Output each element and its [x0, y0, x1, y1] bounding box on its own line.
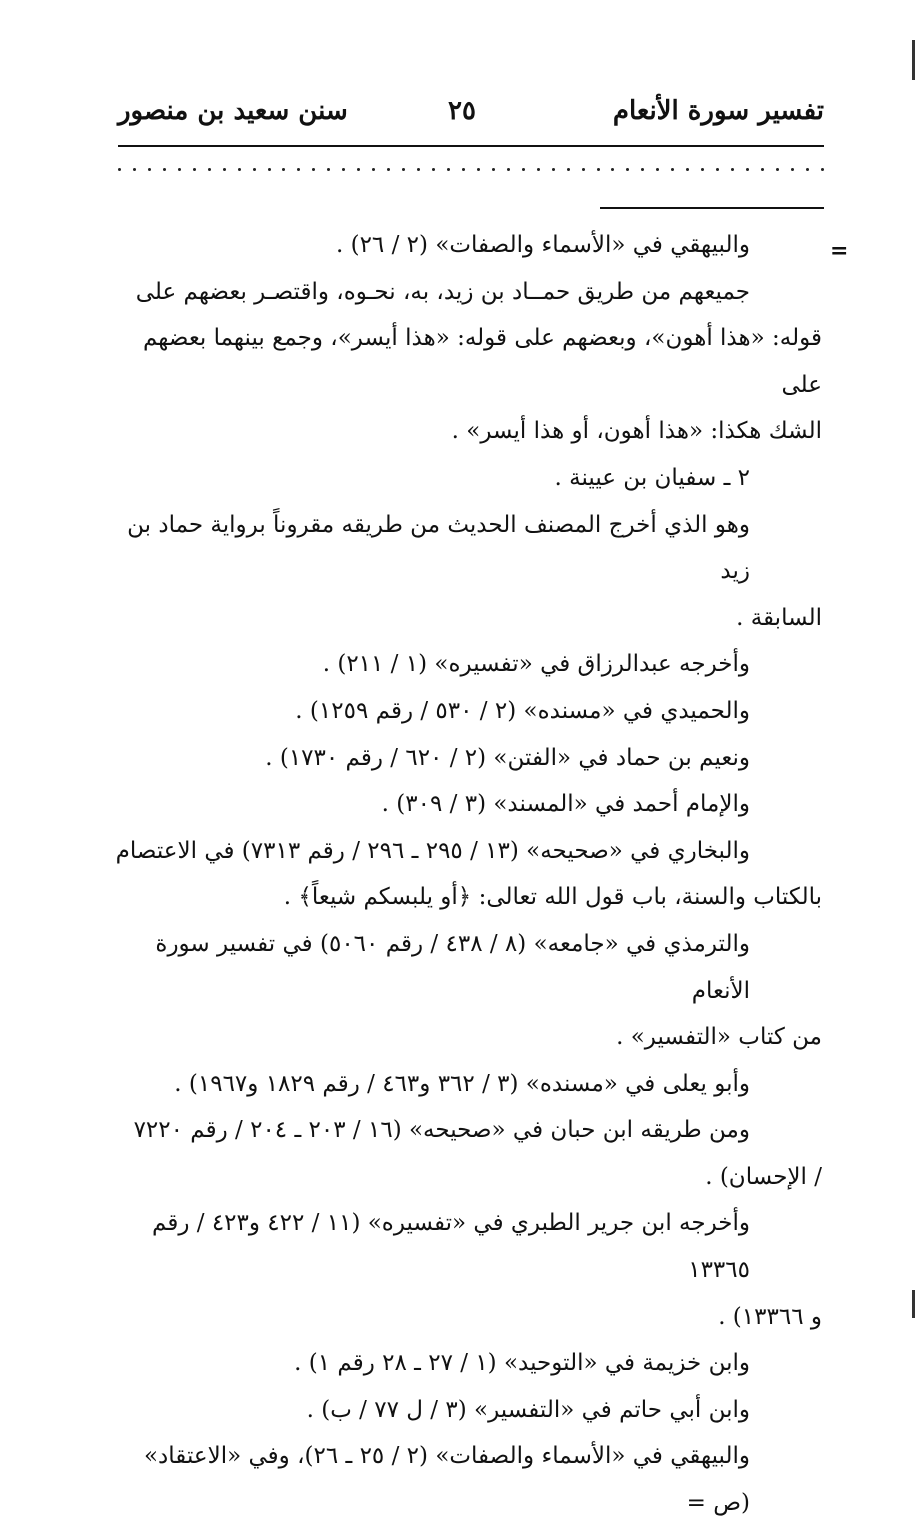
- text-line: بالكتاب والسنة، باب قول الله تعالى: ﴿أو يلبسكم شيعاً﴾ .: [283, 884, 822, 911]
- text-line: السابقة .: [736, 604, 822, 631]
- text-line: والترمذي في «جامعه» (٨ / ٤٣٨ / رقم ٥٠٦٠) في تفسير سورة الأنعام: [155, 930, 750, 1004]
- text-line: والبيهقي في «الأسماء والصفات» (٢ / ٢٦) .: [335, 232, 750, 258]
- text-line: وهو الذي أخرج المصنف الحديث من طريقه مقروناً برواية حماد بن زيد: [127, 511, 750, 585]
- text-line: قوله: «هذا أهون»، وبعضهم على قوله: «هذا أيسر»، وجمع بينهما بعضهم على: [142, 325, 822, 398]
- text-line: ونعيم بن حماد في «الفتن» (٢ / ٦٢٠ / رقم ١٧٣٠) .: [265, 744, 750, 771]
- text-line: وأخرجه عبدالرزاق في «تفسيره» (١ / ٢١١) .: [322, 651, 750, 678]
- text-line: الشك هكذا: «هذا أهون، أو هذا أيسر» .: [451, 418, 822, 445]
- text-line: وأبو يعلى في «مسنده» (٣ / ٣٦٢ و٤٦٣ / رقم ١٨٢٩ و١٩٦٧) .: [174, 1070, 750, 1097]
- text-line: وابن خزيمة في «التوحيد» (١ / ٢٧ ـ ٢٨ رقم ١) .: [294, 1350, 750, 1377]
- chapter-title: تفسير سورة الأنعام: [612, 96, 824, 126]
- scan-edge-mark: [912, 1290, 915, 1318]
- scan-edge-mark: [912, 40, 915, 80]
- text-line: والإمام أحمد في «المسند» (٣ / ٣٠٩) .: [381, 791, 750, 818]
- text-line: وابن أبي حاتم في «التفسير» (٣ / ل ٧٧ / ب) .: [306, 1396, 750, 1423]
- header-rule: [118, 145, 824, 147]
- text-line: وأخرجه ابن جرير الطبري في «تفسيره» (١١ / ٤٢٢ و٤٢٣ / رقم ١٣٣٦٥: [152, 1210, 750, 1284]
- text-line: و ١٣٣٦٦) .: [718, 1303, 822, 1330]
- footnote-rule: [600, 207, 824, 209]
- text-line: ٢ ـ سفيان بن عيينة .: [554, 464, 750, 491]
- text-line: / الإحسان) .: [705, 1163, 822, 1190]
- text-line: من كتاب «التفسير» .: [616, 1024, 822, 1051]
- continuation-mark: =: [830, 238, 849, 264]
- text-line: والبخاري في «صحيحه» (١٣ / ٢٩٥ ـ ٢٩٦ / رقم ٧٣١٣) في الاعتصام: [115, 837, 750, 864]
- book-title: سنن سعيد بن منصور: [118, 96, 348, 126]
- page-number: ٢٥: [448, 96, 476, 126]
- running-header: [118, 96, 824, 136]
- text-line: والحميدي في «مسنده» (٢ / ٥٣٠ / رقم ١٢٥٩) .: [295, 697, 750, 724]
- dotted-separator: [118, 168, 824, 171]
- text-line: والبيهقي في «الأسماء والصفات» (٢ / ٢٥ ـ ٢٦)، وفي «الاعتقاد» (ص =: [143, 1443, 750, 1517]
- text-line: ومن طريقه ابن حبان في «صحيحه» (١٦ / ٢٠٣ ـ ٢٠٤ / رقم ٧٢٢٠: [133, 1117, 750, 1144]
- footnote-text: [110, 222, 822, 1527]
- text-line: جميعهم من طريق حمــاد بن زيد، به، نحـوه، واقتصـر بعضهم على: [135, 278, 750, 305]
